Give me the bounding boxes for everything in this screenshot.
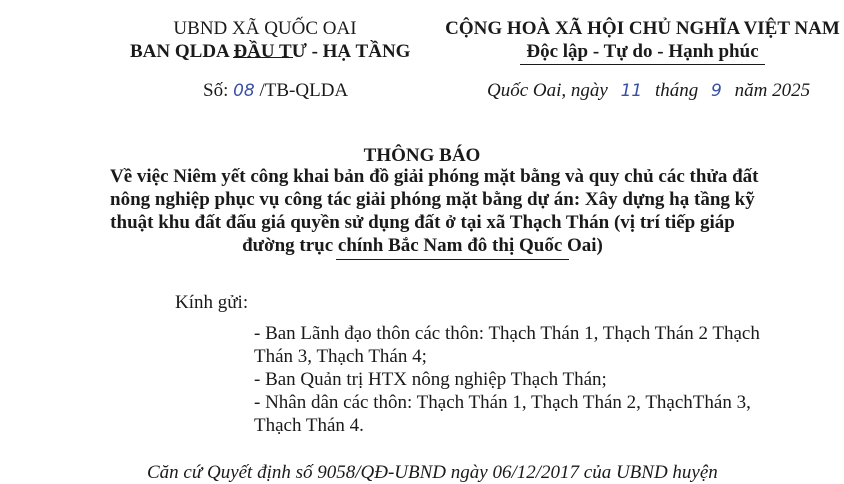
- doc-number-handwritten: 08: [233, 81, 255, 101]
- national-motto: Độc lập - Tự do - Hạnh phúc: [526, 41, 759, 62]
- subject-underline: [336, 259, 569, 260]
- subject-line-3: thuật khu đất đấu giá quyền sử dụng đất ở tại xã Thạch Thán (vị trí tiếp giáp: [110, 212, 735, 233]
- document-date: [487, 80, 810, 102]
- recipient-line-2: Thán 3, Thạch Thán 4;: [254, 346, 427, 367]
- subject-line-1: Về việc Niêm yết công khai bản đồ giải phóng mặt bằng và quy chủ các thửa đất: [110, 166, 759, 187]
- date-year: năm 2025: [734, 80, 811, 101]
- org-underline: [233, 57, 293, 58]
- org-name: UBND XÃ QUỐC OAI: [173, 18, 357, 39]
- recipient-line-4: - Nhân dân các thôn: Thạch Thán 1, Thạch Thán 2, ThạchThán 3,: [254, 392, 751, 413]
- recipients-label: Kính gửi:: [175, 292, 249, 313]
- date-month-handwritten: 9: [711, 81, 722, 101]
- org-department: BAN QLDA ĐẦU TƯ - HẠ TẦNG: [130, 41, 411, 62]
- document-number: [203, 80, 348, 102]
- body-first-line: Căn cứ Quyết định số 9058/QĐ-UBND ngày 06/12/2017 của UBND huyện: [147, 462, 718, 483]
- doc-number-prefix: Số:: [203, 80, 229, 101]
- motto-underline: [520, 64, 765, 65]
- recipient-line-3: - Ban Quản trị HTX nông nghiệp Thạch Thán;: [254, 369, 607, 390]
- date-day-handwritten: 11: [620, 81, 643, 101]
- date-place: Quốc Oai, ngày: [487, 80, 608, 101]
- document-title: THÔNG BÁO: [363, 145, 481, 166]
- doc-number-suffix: /TB-QLDA: [259, 80, 349, 101]
- subject-line-4: đường trục chính Bắc Nam đô thị Quốc Oai): [242, 235, 603, 256]
- recipient-line-5: Thạch Thán 4.: [254, 415, 364, 436]
- nation-title: CỘNG HOÀ XÃ HỘI CHỦ NGHĨA VIỆT NAM: [445, 18, 840, 39]
- date-month-label: tháng: [654, 80, 699, 101]
- subject-line-2: nông nghiệp phục vụ công tác giải phóng mặt bằng dự án: Xây dựng hạ tầng kỹ: [110, 189, 755, 210]
- recipient-line-1: - Ban Lãnh đạo thôn các thôn: Thạch Thán 1, Thạch Thán 2 Thạch: [254, 323, 760, 344]
